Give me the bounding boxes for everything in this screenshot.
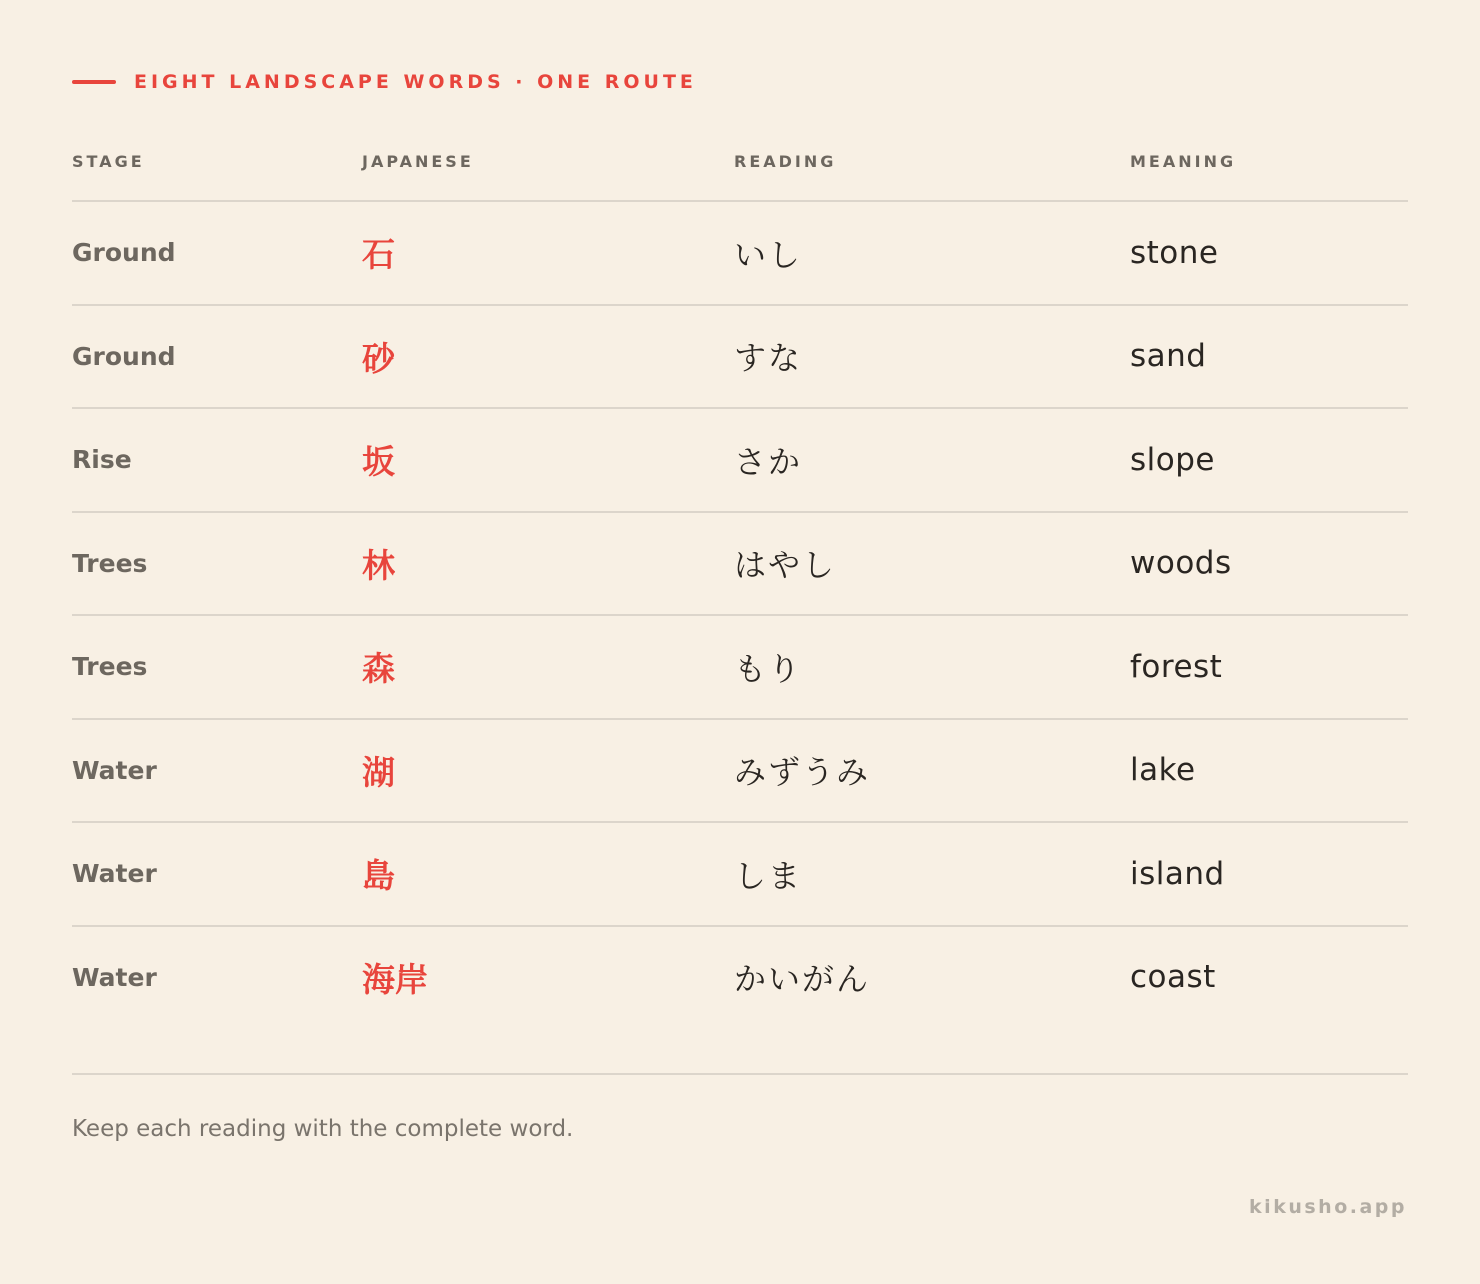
japanese-cell: 海岸 (362, 959, 428, 999)
reading-cell: もり (734, 649, 803, 688)
japanese-cell: 湖 (362, 752, 395, 792)
table-row (72, 927, 1408, 1029)
stage-cell: Trees (72, 652, 148, 682)
vocabulary-table (72, 128, 1408, 1028)
japanese-cell: 森 (362, 649, 395, 689)
japanese-cell: 島 (362, 856, 395, 896)
reading-cell: いし (734, 235, 803, 274)
meaning-cell: sand (1130, 338, 1207, 375)
table-row (72, 306, 1408, 410)
reading-cell: さか (734, 442, 803, 481)
meaning-cell: forest (1130, 648, 1223, 685)
japanese-cell: 坂 (362, 442, 395, 482)
reading-cell: かいがん (734, 960, 871, 999)
meaning-cell: stone (1130, 234, 1219, 271)
reading-cell: すな (734, 339, 803, 378)
table-row (72, 409, 1408, 513)
stage-cell: Ground (72, 341, 176, 371)
meaning-cell: slope (1130, 441, 1215, 478)
stage-cell: Rise (72, 445, 132, 475)
reading-cell: はやし (734, 546, 837, 585)
column-header-meaning: MEANING (1130, 152, 1237, 171)
column-header-japanese: JAPANESE (362, 152, 474, 171)
eyebrow-title: EIGHT LANDSCAPE WORDS · ONE ROUTE (134, 71, 697, 93)
table-row (72, 823, 1408, 927)
table-row (72, 720, 1408, 824)
japanese-cell: 石 (362, 235, 395, 275)
table-row (72, 202, 1408, 306)
brand-wordmark: kikusho.app (1249, 1196, 1407, 1218)
japanese-cell: 林 (362, 545, 395, 585)
meaning-cell: woods (1130, 545, 1232, 582)
footer-note: Keep each reading with the complete word. (72, 1116, 574, 1142)
stage-cell: Water (72, 962, 157, 992)
stage-cell: Water (72, 859, 157, 889)
eyebrow (72, 66, 697, 98)
japanese-cell: 砂 (362, 338, 395, 378)
eyebrow-accent-rule (72, 80, 116, 84)
stage-cell: Ground (72, 238, 176, 268)
meaning-cell: coast (1130, 959, 1216, 996)
table-row (72, 616, 1408, 720)
table-header (72, 128, 1408, 202)
meaning-cell: island (1130, 855, 1225, 892)
column-header-reading: READING (734, 152, 837, 171)
column-header-stage: STAGE (72, 152, 145, 171)
meaning-cell: lake (1130, 752, 1196, 789)
stage-cell: Water (72, 755, 157, 785)
reading-cell: みずうみ (734, 753, 871, 792)
footer-divider (72, 1073, 1408, 1075)
table-row (72, 513, 1408, 617)
stage-cell: Trees (72, 548, 148, 578)
reading-cell: しま (734, 856, 803, 895)
